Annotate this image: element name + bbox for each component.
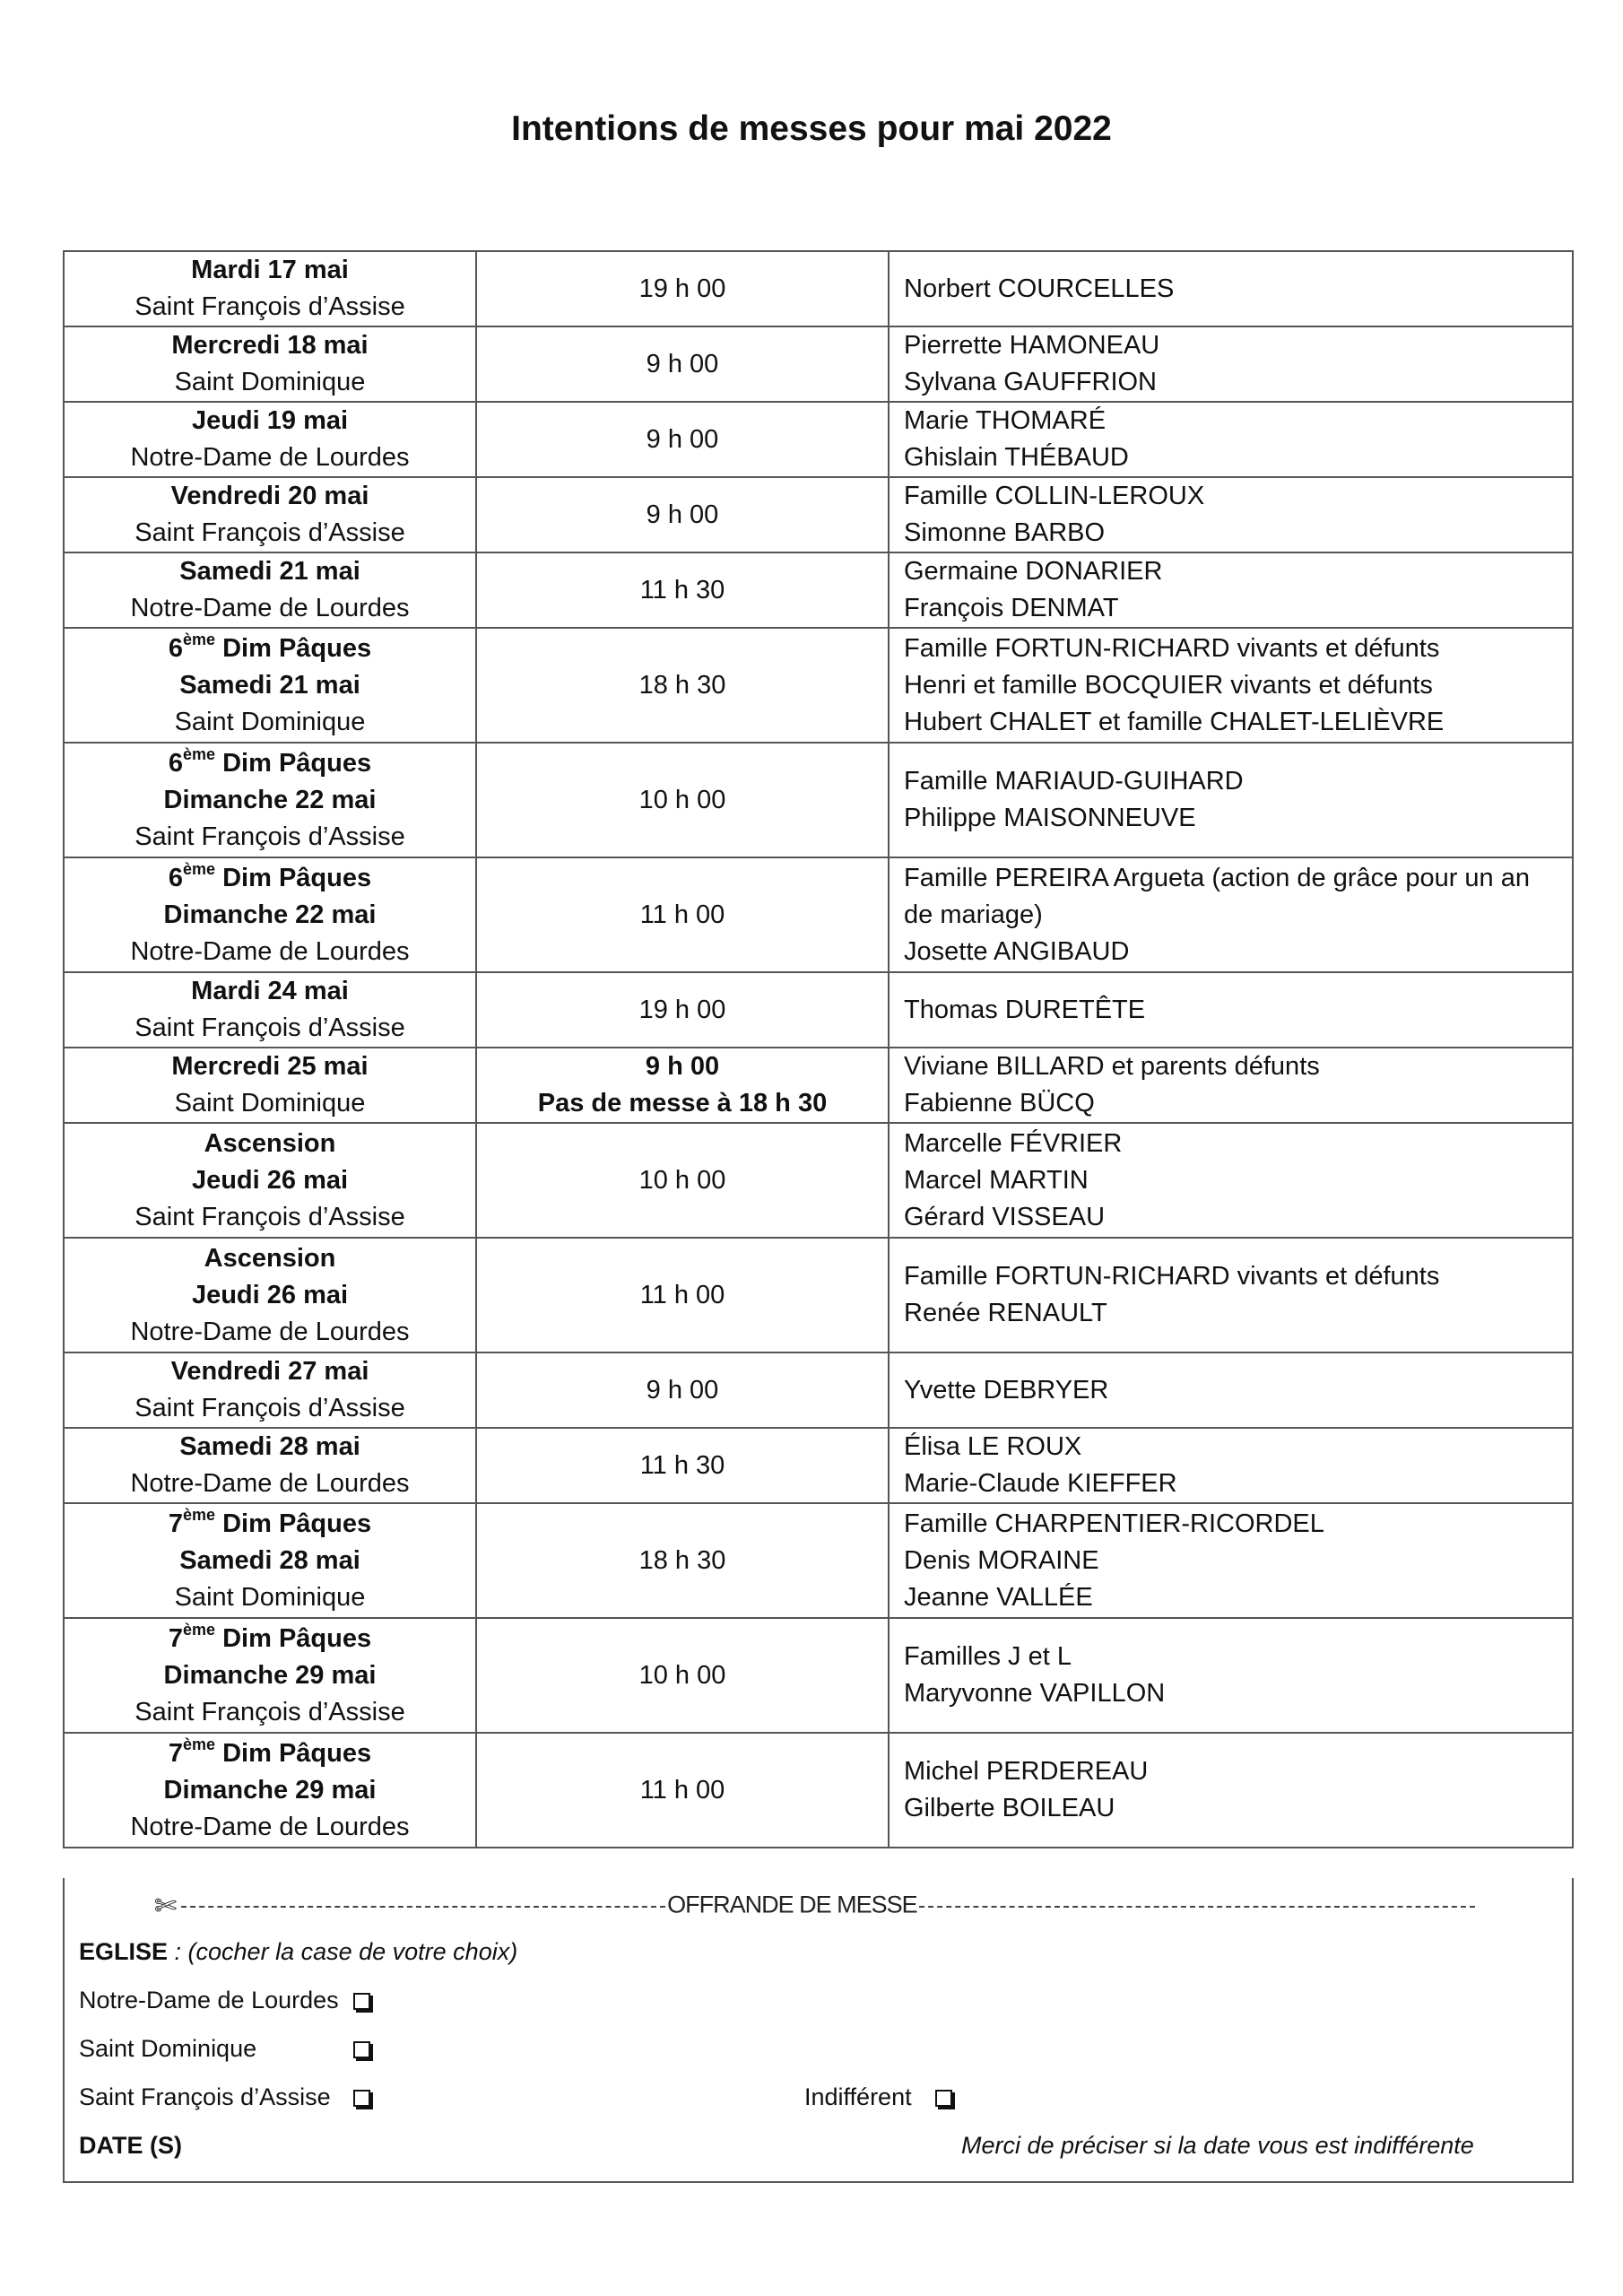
table-row (64, 972, 1573, 1048)
intention-line: Marcel MARTIN (904, 1165, 1089, 1195)
intention-line: Ghislain THÉBAUD (904, 443, 1129, 472)
table-row (64, 552, 1573, 628)
church-label: Saint Dominique (174, 1089, 366, 1118)
time-cell (476, 972, 889, 1048)
day-label: Jeudi 26 mai (191, 1165, 349, 1195)
time-label: 19 h 00 (638, 274, 726, 303)
intention-line: Maryvonne VAPILLON (904, 1679, 1166, 1708)
intention-line: Famille MARIAUD-GUIHARD (904, 767, 1244, 796)
time-label: 9 h 00 (646, 349, 719, 378)
intentions-cell (889, 251, 1573, 326)
time-cell (476, 857, 889, 972)
intention-line: Gérard VISSEAU (904, 1202, 1106, 1231)
table-row (64, 857, 1573, 972)
checkbox[interactable] (353, 1993, 370, 2010)
intentions-cell (889, 326, 1573, 402)
church-label: Notre-Dame de Lourdes (130, 1317, 410, 1346)
day-cell (64, 1123, 476, 1238)
intention-line: Renée RENAULT (904, 1299, 1107, 1327)
time-cell (476, 402, 889, 477)
table-row (64, 1733, 1573, 1848)
intentions-cell (889, 1733, 1573, 1848)
table-row (64, 1503, 1573, 1618)
intention-line: Famille CHARPENTIER-RICORDEL (904, 1509, 1324, 1538)
time-cell (476, 1428, 889, 1503)
intention-line: Marie THOMARÉ (904, 406, 1107, 435)
feast-label: 7ème Dim Pâques (168, 1505, 372, 1538)
church-label: Notre-Dame de Lourdes (130, 594, 410, 622)
option-saint-francois (79, 2083, 370, 2111)
offrande-form (63, 1878, 1574, 2183)
intention-line: Famille FORTUN-RICHARD vivants et défunts (904, 633, 1440, 663)
intention-line: Denis MORAINE (904, 1545, 1099, 1575)
intentions-cell (889, 1123, 1573, 1238)
table-row (64, 1123, 1573, 1238)
feast-label: 6ème Dim Pâques (168, 744, 372, 778)
table-row (64, 743, 1573, 857)
time-label: 11 h 00 (639, 900, 725, 929)
intentions-cell (889, 1048, 1573, 1123)
intention-line: François DENMAT (904, 594, 1119, 622)
intention-line: Marcelle FÉVRIER (904, 1128, 1123, 1158)
time-label: 10 h 00 (638, 1165, 726, 1195)
eglise-line (79, 1938, 517, 1966)
time-cell (476, 1733, 889, 1848)
day-label: Dimanche 29 mai (163, 1660, 377, 1690)
intention-line: Viviane BILLARD et parents défunts (904, 1052, 1320, 1081)
day-cell (64, 251, 476, 326)
intention-line: Familles J et L (904, 1642, 1072, 1671)
date-label: DATE (S) (79, 2132, 182, 2159)
intention-line: Philippe MAISONNEUVE (904, 804, 1196, 832)
time-cell (476, 1352, 889, 1428)
time-label: 19 h 00 (638, 995, 726, 1024)
table-row (64, 1048, 1573, 1123)
church-label: Saint François d’Assise (135, 292, 405, 321)
option-label: Notre-Dame de Lourdes (79, 1987, 339, 2013)
day-label: Mardi 24 mai (191, 977, 349, 1005)
intention-line: Sylvana GAUFFRION (904, 368, 1157, 396)
table-row (64, 326, 1573, 402)
day-label: Mercredi 25 mai (171, 1052, 369, 1081)
intentions-cell (889, 1238, 1573, 1352)
day-label: Samedi 28 mai (179, 1432, 360, 1461)
intention-line: Thomas DURETÊTE (904, 995, 1146, 1024)
day-cell (64, 628, 476, 743)
intentions-cell (889, 402, 1573, 477)
church-label: Saint François d’Assise (135, 1697, 405, 1726)
checkbox[interactable] (353, 2090, 370, 2107)
intention-line: Gilberte BOILEAU (904, 1794, 1115, 1822)
day-cell (64, 402, 476, 477)
time-label: 11 h 00 (639, 1280, 725, 1309)
intentions-cell (889, 1503, 1573, 1618)
intentions-cell (889, 972, 1573, 1048)
day-label: Dimanche 22 mai (163, 900, 377, 929)
time-label: 9 h 00 (646, 1375, 719, 1405)
time-cell (476, 743, 889, 857)
time-cell (476, 552, 889, 628)
table-row (64, 1428, 1573, 1503)
option-saint-dominique (79, 2035, 370, 2063)
intention-line: Germaine DONARIER (904, 557, 1163, 586)
day-label: Ascension (204, 1243, 336, 1273)
time-label: 9 h 00 (645, 1052, 720, 1081)
eglise-hint: : (cocher la case de votre choix) (168, 1938, 518, 1965)
intention-line: Fabienne BÜCQ (904, 1089, 1095, 1118)
table-row (64, 251, 1573, 326)
time-cell (476, 628, 889, 743)
intention-line: Pierrette HAMONEAU (904, 331, 1160, 360)
table-row (64, 402, 1573, 477)
intention-line: Henri et famille BOCQUIER vivants et défunts (904, 670, 1433, 700)
time-label: 9 h 00 (646, 424, 719, 454)
day-cell (64, 972, 476, 1048)
time-cell (476, 1048, 889, 1123)
feast-label: 7ème Dim Pâques (168, 1620, 372, 1653)
church-label: Saint François d’Assise (135, 518, 405, 547)
day-cell (64, 743, 476, 857)
offrande-heading: OFFRANDE DE MESSE (667, 1891, 917, 1918)
day-cell (64, 477, 476, 552)
intention-line: Michel PERDEREAU (904, 1757, 1149, 1786)
checkbox[interactable] (353, 2041, 370, 2058)
time-cell (476, 1618, 889, 1733)
option-label: Saint Dominique (79, 2035, 257, 2062)
eglise-label: EGLISE (79, 1938, 169, 1965)
option-notre-dame (79, 1987, 370, 2014)
time-cell (476, 1123, 889, 1238)
day-cell (64, 1352, 476, 1428)
day-cell (64, 1618, 476, 1733)
church-label: Saint Dominique (174, 1582, 366, 1612)
church-label: Notre-Dame de Lourdes (130, 1812, 410, 1841)
day-label: Jeudi 26 mai (191, 1280, 349, 1309)
intentions-cell (889, 477, 1573, 552)
table-row (64, 1618, 1573, 1733)
day-label: Samedi 21 mai (179, 557, 360, 586)
table-row (64, 628, 1573, 743)
church-label: Saint Dominique (174, 707, 366, 736)
date-note-line (961, 2132, 1474, 2160)
time-label: 11 h 30 (639, 575, 725, 604)
mass-intentions-table (63, 250, 1574, 1848)
option-label: Saint François d’Assise (79, 2083, 331, 2110)
day-cell (64, 1733, 476, 1848)
scissors-icon: ✄ (154, 1892, 177, 1921)
intention-line: Josette ANGIBAUD (904, 936, 1130, 966)
intention-line: de mariage) (904, 900, 1043, 929)
day-cell (64, 1503, 476, 1618)
time-label: 18 h 30 (638, 670, 726, 700)
date-note: Merci de préciser si la date vous est indifférente (961, 2132, 1474, 2159)
feast-label: 7ème Dim Pâques (168, 1735, 372, 1768)
day-cell (64, 1048, 476, 1123)
day-label: Samedi 21 mai (179, 670, 360, 700)
intentions-cell (889, 1428, 1573, 1503)
date-line (79, 2132, 182, 2160)
intention-line: Yvette DEBRYER (904, 1375, 1109, 1405)
intentions-cell (889, 743, 1573, 857)
day-cell (64, 1238, 476, 1352)
intention-line: Famille FORTUN-RICHARD vivants et défunts (904, 1262, 1440, 1291)
intentions-cell (889, 1618, 1573, 1733)
time-cell (476, 477, 889, 552)
intention-line: Famille COLLIN-LEROUX (904, 482, 1205, 510)
intentions-cell (889, 857, 1573, 972)
church-label: Saint François d’Assise (135, 1394, 405, 1422)
intention-line: Famille PEREIRA Argueta (action de grâce pour un an (904, 863, 1530, 892)
time-label: 11 h 00 (639, 1775, 725, 1805)
day-label: Mercredi 18 mai (171, 331, 369, 360)
time-label: 11 h 30 (639, 1450, 725, 1480)
intention-line: Hubert CHALET et famille CHALET-LELIÈVRE (904, 707, 1445, 736)
day-label: Mardi 17 mai (191, 256, 349, 284)
intentions-cell (889, 628, 1573, 743)
intention-line: Marie-Claude KIEFFER (904, 1469, 1177, 1498)
feast-label: 6ème Dim Pâques (168, 859, 372, 892)
church-label: Saint Dominique (174, 368, 366, 396)
day-label: Dimanche 29 mai (163, 1775, 377, 1805)
time-cell (476, 1503, 889, 1618)
church-label: Saint François d’Assise (135, 1202, 405, 1231)
church-label: Notre-Dame de Lourdes (130, 936, 410, 966)
day-cell (64, 326, 476, 402)
day-label: Vendredi 27 mai (170, 1357, 369, 1386)
checkbox[interactable] (935, 2090, 952, 2107)
time-label: Pas de messe à 18 h 30 (537, 1089, 828, 1118)
table-row (64, 1352, 1573, 1428)
intentions-cell (889, 1352, 1573, 1428)
intentions-cell (889, 552, 1573, 628)
page-title: Intentions de messes pour mai 2022 (511, 109, 1112, 148)
day-label: Samedi 28 mai (179, 1545, 360, 1575)
time-cell (476, 326, 889, 402)
church-label: Saint François d’Assise (135, 822, 405, 851)
time-label: 18 h 30 (638, 1545, 726, 1575)
option-label: Indifférent (804, 2083, 912, 2110)
day-cell (64, 552, 476, 628)
time-cell (476, 1238, 889, 1352)
time-label: 10 h 00 (638, 1660, 726, 1690)
day-cell (64, 1428, 476, 1503)
feast-label: 6ème Dim Pâques (168, 630, 372, 663)
intention-line: Jeanne VALLÉE (904, 1582, 1093, 1612)
day-label: Vendredi 20 mai (170, 482, 369, 510)
intention-line: Simonne BARBO (904, 518, 1106, 547)
time-label: 10 h 00 (638, 785, 726, 814)
time-cell (476, 251, 889, 326)
intention-line: Élisa LE ROUX (904, 1432, 1082, 1461)
intention-line: Norbert COURCELLES (904, 274, 1175, 303)
church-label: Saint François d’Assise (135, 1013, 405, 1042)
time-label: 9 h 00 (646, 500, 719, 529)
table-row (64, 1238, 1573, 1352)
day-label: Ascension (204, 1128, 336, 1158)
option-indifferent (804, 2083, 952, 2111)
day-cell (64, 857, 476, 972)
church-label: Notre-Dame de Lourdes (130, 1469, 410, 1498)
church-label: Notre-Dame de Lourdes (130, 443, 410, 472)
table-row (64, 477, 1573, 552)
cut-line (154, 1891, 1477, 1922)
day-label: Jeudi 19 mai (191, 406, 349, 435)
day-label: Dimanche 22 mai (163, 785, 377, 814)
